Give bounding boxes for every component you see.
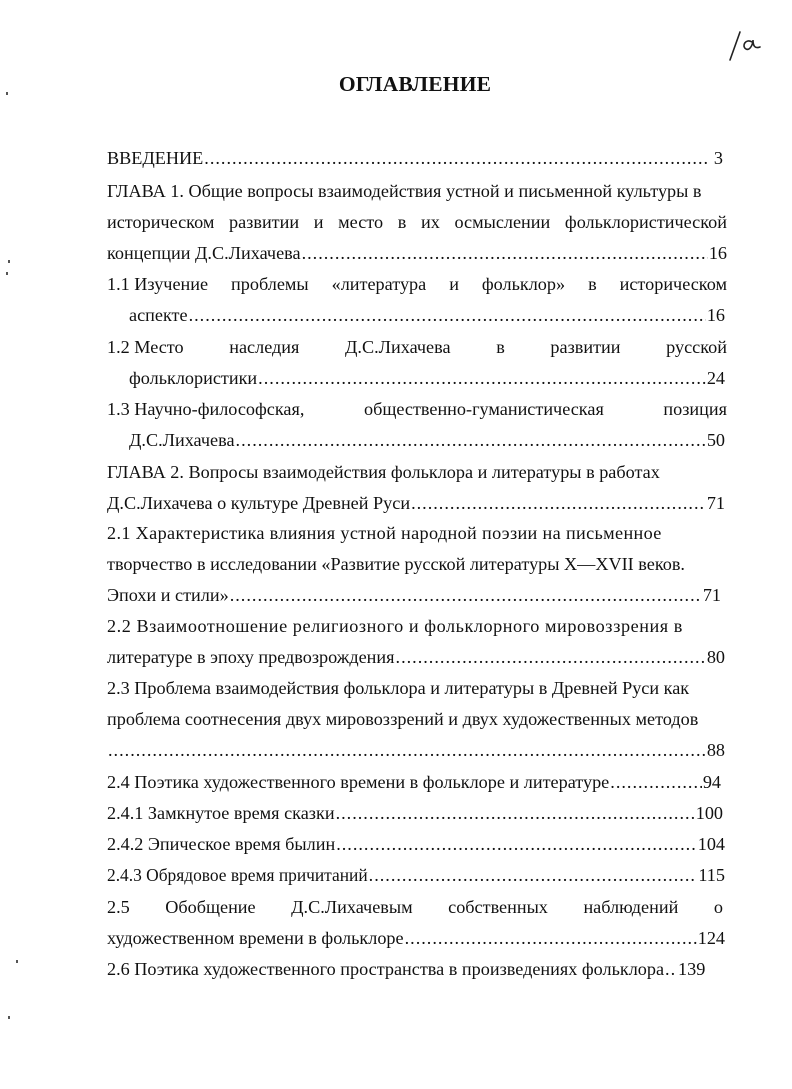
dot-leader	[610, 771, 702, 793]
toc-entry-intro[interactable]	[107, 147, 723, 169]
toc-page-number: 80	[706, 647, 725, 667]
toc-entry-2-3-line3[interactable]	[107, 739, 725, 761]
toc-page-number: 139	[678, 959, 706, 979]
toc-entry-title: 2.4.2 Эпическое время былин	[107, 834, 336, 854]
word: Д.С.Лихачева	[345, 337, 451, 357]
toc-entry-title: 2.6 Поэтика художественного пространства в произведениях фольклора	[107, 959, 665, 979]
dot-leader	[108, 739, 706, 761]
dot-leader	[258, 367, 706, 389]
toc-entry-title: ВВЕДЕНИЕ	[107, 148, 204, 168]
dot-leader	[204, 147, 709, 169]
scan-speck	[6, 272, 8, 275]
word: 1.3 Научно-философская,	[107, 399, 305, 419]
toc-page-number: 88	[706, 740, 725, 760]
word: в	[588, 274, 597, 294]
dot-leader	[369, 864, 698, 886]
dot-leader	[236, 429, 706, 451]
toc-entry-ch1-line1[interactable]: ГЛАВА 1. Общие вопросы взаимодействия устной и письменной культуры в	[107, 181, 702, 201]
toc-entry-ch2-line1[interactable]: ГЛАВА 2. Вопросы взаимодействия фольклора и литературы в работах	[107, 462, 660, 482]
word: Д.С.Лихачевым	[291, 897, 413, 917]
toc-entry-2-2-line1[interactable]: 2.2 Взаимоотношение религиозного и фольклорного мировоззрения в	[107, 616, 683, 636]
word: в	[397, 212, 407, 232]
toc-entry-1-2-line1[interactable]	[107, 336, 727, 358]
scan-speck	[6, 92, 8, 95]
scan-speck	[8, 260, 10, 263]
word: о	[713, 897, 723, 917]
word: их	[420, 212, 440, 232]
toc-entry-2-3-line2[interactable]: проблема соотнесения двух мировоззрений и двух художественных методов	[107, 709, 699, 729]
toc-entry-title: Д.С.Лихачева о культуре Древней Руси	[107, 493, 411, 513]
word: 1.2 Место	[107, 337, 184, 357]
word: собственных	[448, 897, 548, 917]
word: осмыслении	[454, 212, 551, 232]
toc-entry-title: Эпохи и стили»	[107, 585, 229, 605]
dot-leader	[302, 242, 708, 264]
toc-entry-title: фольклористики	[129, 368, 258, 388]
word: развитии	[550, 337, 621, 357]
toc-page-number: 100	[695, 803, 723, 823]
toc-page-number: 124	[697, 928, 725, 948]
word: общественно-гуманистическая	[364, 399, 604, 419]
toc-entry-2-4-3[interactable]	[107, 864, 725, 886]
toc-page-number: 3	[713, 148, 723, 168]
word: и	[449, 274, 459, 294]
toc-entry-title: 2.4 Поэтика художественного времени в фольклоре и литературе	[107, 772, 610, 792]
word: Обобщение	[165, 897, 256, 917]
toc-entry-ch2-line2[interactable]	[107, 492, 725, 514]
dot-leader	[230, 584, 702, 606]
word: 2.5	[107, 897, 130, 917]
toc-page-number: 50	[706, 430, 725, 450]
toc-page-number: 115	[698, 865, 725, 885]
dot-leader	[411, 492, 706, 514]
toc-entry-2-6[interactable]	[107, 958, 725, 980]
word: историческом	[107, 212, 215, 232]
word: фольклор»	[481, 274, 566, 294]
toc-entry-2-4-2[interactable]	[107, 833, 725, 855]
toc-page-number: 16	[708, 243, 727, 263]
toc-entry-title: 2.4.3 Обрядовое время причитаний	[107, 865, 368, 885]
toc-page-number: 71	[702, 585, 721, 605]
dot-leader	[189, 304, 706, 326]
word: и	[313, 212, 324, 232]
toc-page-number: 71	[706, 493, 725, 513]
word: фольклористической	[564, 212, 727, 232]
toc-entry-2-2-line2[interactable]	[107, 646, 725, 668]
toc-entry-2-5-line1[interactable]	[107, 896, 723, 918]
toc-entry-2-1-line2[interactable]: творчество в исследовании «Развитие русской литературы X—XVII веков.	[107, 554, 685, 574]
toc-entry-2-3-line1[interactable]: 2.3 Проблема взаимодействия фольклора и литературы в Древней Руси как	[107, 678, 690, 698]
toc-entry-1-1-line1[interactable]	[107, 273, 727, 295]
word: наследия	[229, 337, 300, 357]
word: позиция	[663, 399, 727, 419]
handwritten-page-mark	[720, 23, 768, 66]
dot-leader	[405, 927, 697, 949]
scan-speck	[8, 1016, 10, 1019]
page-mark-text: /a	[720, 23, 751, 57]
toc-entry-ch1-line2[interactable]	[107, 211, 727, 233]
word: наблюдений	[583, 897, 679, 917]
toc-entry-2-4[interactable]	[107, 771, 721, 793]
toc-entry-title: Д.С.Лихачева	[129, 430, 235, 450]
word: 1.1 Изучение	[107, 274, 209, 294]
toc-entry-2-5-line2[interactable]	[107, 927, 725, 949]
toc-entry-title: художественном времени в фольклоре	[107, 928, 404, 948]
dot-leader	[336, 833, 697, 855]
word: «литература	[331, 274, 427, 294]
toc-entry-ch1-line3[interactable]	[107, 242, 727, 264]
toc-entry-title: концепции Д.С.Лихачева	[107, 243, 301, 263]
toc-entry-1-3-line2[interactable]	[129, 429, 725, 451]
word: место	[338, 212, 384, 232]
toc-entry-2-1-line1[interactable]: 2.1 Характеристика влияния устной народной поэзии на письменное	[107, 523, 662, 543]
toc-page-number: 104	[697, 834, 725, 854]
word: русской	[666, 337, 727, 357]
toc-entry-title: 2.4.1 Замкнутое время сказки	[107, 803, 335, 823]
toc-entry-2-4-1[interactable]	[107, 802, 723, 824]
dot-leader	[336, 802, 695, 824]
scan-speck	[16, 960, 18, 963]
page-title: ОГЛАВЛЕНИЕ	[338, 72, 492, 96]
word: в	[496, 337, 505, 357]
toc-page-number: 24	[706, 368, 725, 388]
toc-entry-1-3-line1[interactable]	[107, 398, 727, 420]
word: историческом	[619, 274, 727, 294]
dot-leader	[665, 958, 677, 980]
toc-page-number: 94	[702, 772, 721, 792]
page-mark-scribble	[724, 26, 768, 66]
word: развитии	[229, 212, 300, 232]
dot-leader	[396, 646, 706, 668]
word: проблемы	[231, 274, 309, 294]
toc-entry-title: аспекте	[129, 305, 188, 325]
toc-entry-2-1-line3[interactable]	[107, 584, 721, 606]
toc-entry-1-1-line2[interactable]	[129, 304, 725, 326]
toc-entry-title: литературе в эпоху предвозрождения	[107, 647, 395, 667]
toc-entry-1-2-line2[interactable]	[129, 367, 725, 389]
toc-page-number: 16	[706, 305, 725, 325]
